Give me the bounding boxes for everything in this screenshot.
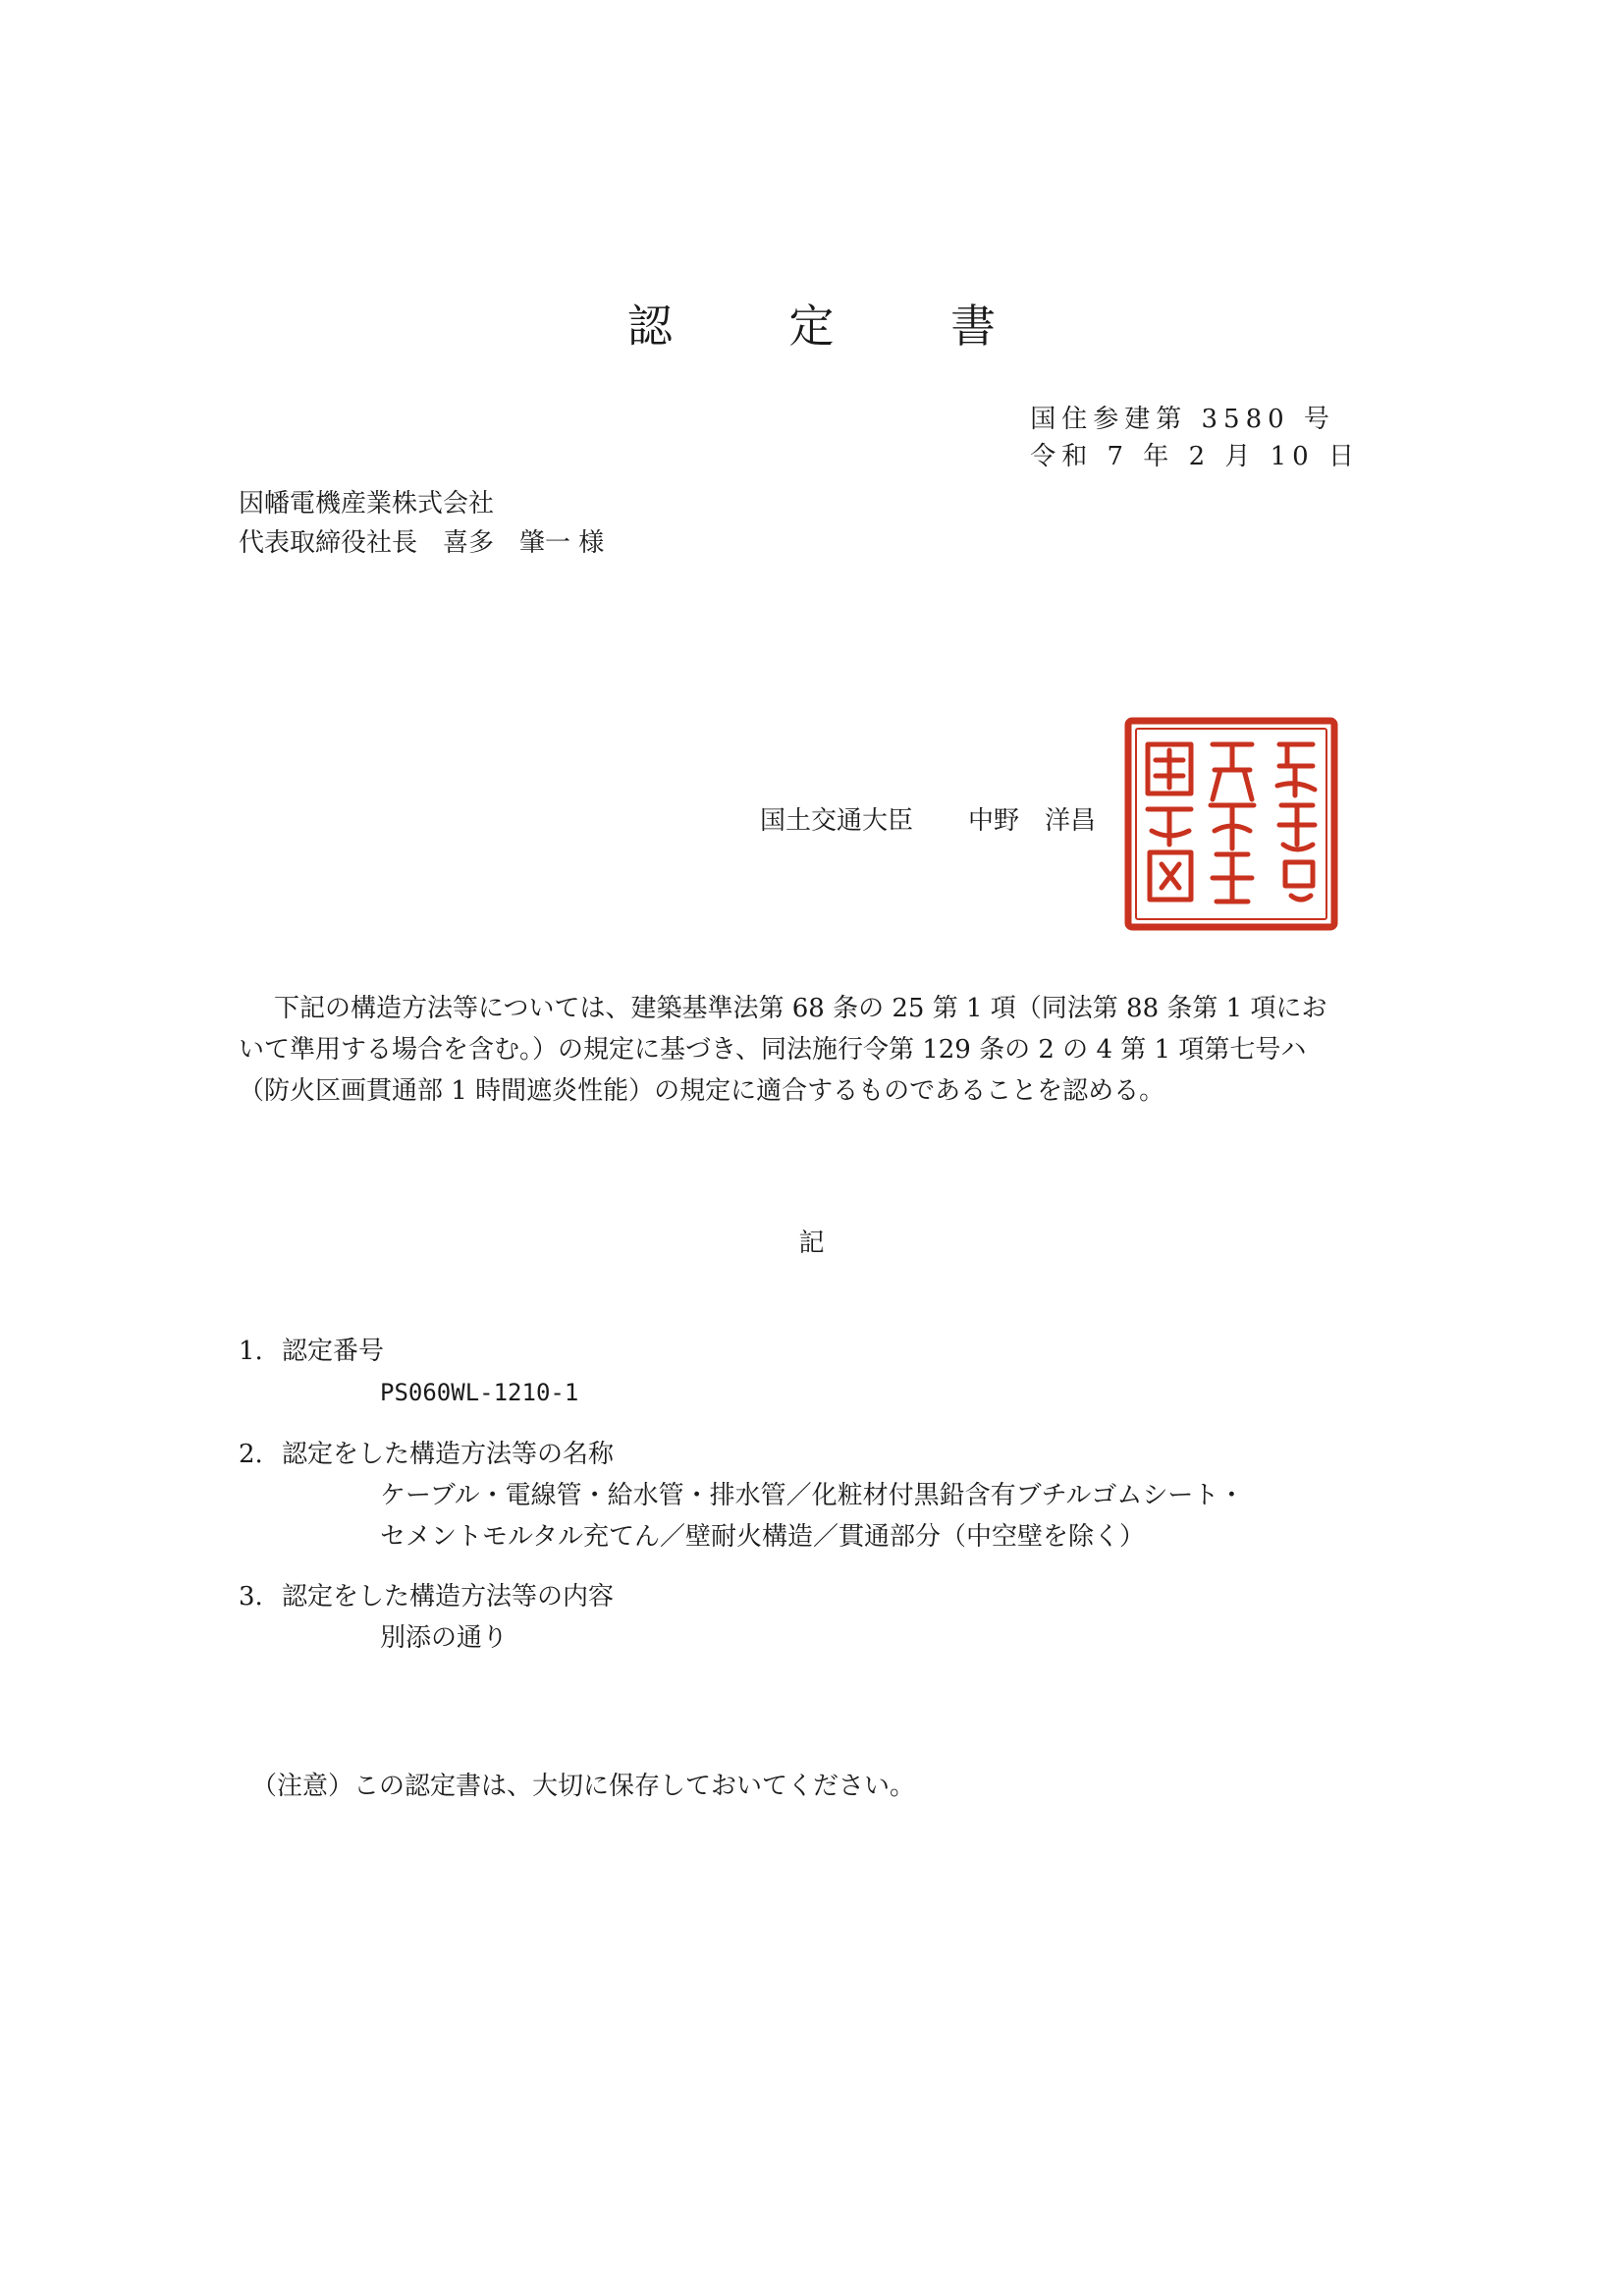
item-value: ケーブル・電線管・給水管・排水管／化粧材付黒鉛含有ブチルゴムシート・ xyxy=(380,1481,1245,1510)
item-number: 1. xyxy=(239,1337,263,1366)
recipient-block xyxy=(239,484,604,563)
item-certification-number xyxy=(239,1331,578,1413)
issuer-title: 国土交通大臣 xyxy=(760,806,914,836)
item-label: 認定をした構造方法等の内容 xyxy=(282,1582,615,1612)
statement-line-1: 下記の構造方法等については、建築基準法第 68 条の 25 第 1 項（同法第 88 条第 1 項にお xyxy=(274,994,1327,1023)
item-number: 3. xyxy=(239,1582,263,1612)
item-label: 認定番号 xyxy=(282,1337,385,1366)
item-value: 別添の通り xyxy=(380,1623,509,1653)
official-seal-icon xyxy=(1122,715,1340,933)
recipient-company: 因幡電機産業株式会社 xyxy=(239,489,495,519)
recipient-person: 代表取締役社長 喜多 肇一 様 xyxy=(239,528,605,558)
statement-line-2: いて準用する場合を含む。）の規定に基づき、同法施行令第 129 条の 2 の 4 第 1 項第七号ハ xyxy=(239,1035,1307,1065)
issuer-block xyxy=(760,800,1096,837)
item-label: 認定をした構造方法等の名称 xyxy=(282,1440,615,1469)
item-number: 2. xyxy=(239,1440,263,1469)
document-number-block xyxy=(1030,401,1360,475)
document-title: 認 定 書 xyxy=(626,300,1048,353)
certification-statement xyxy=(239,988,1441,1112)
item-method-name xyxy=(239,1434,1244,1558)
statement-line-3: （防火区画貫通部 1 時間遮炎性能）の規定に適合するものであることを認める。 xyxy=(239,1076,1165,1106)
item-value: PS060WL-1210-1 xyxy=(380,1379,579,1406)
document-date: 令和 7 年 2 月 10 日 xyxy=(1030,442,1360,471)
issuer-name: 中野 洋昌 xyxy=(968,806,1097,836)
ki-heading: 記 xyxy=(798,1229,825,1258)
caution-note: （注意）この認定書は、大切に保存しておいてください。 xyxy=(251,1772,916,1801)
item-method-content xyxy=(239,1576,614,1659)
document-number: 国住参建第 3580 号 xyxy=(1030,405,1335,434)
item-value: セメントモルタル充てん／壁耐火構造／貫通部分（中空壁を除く） xyxy=(380,1522,1145,1552)
